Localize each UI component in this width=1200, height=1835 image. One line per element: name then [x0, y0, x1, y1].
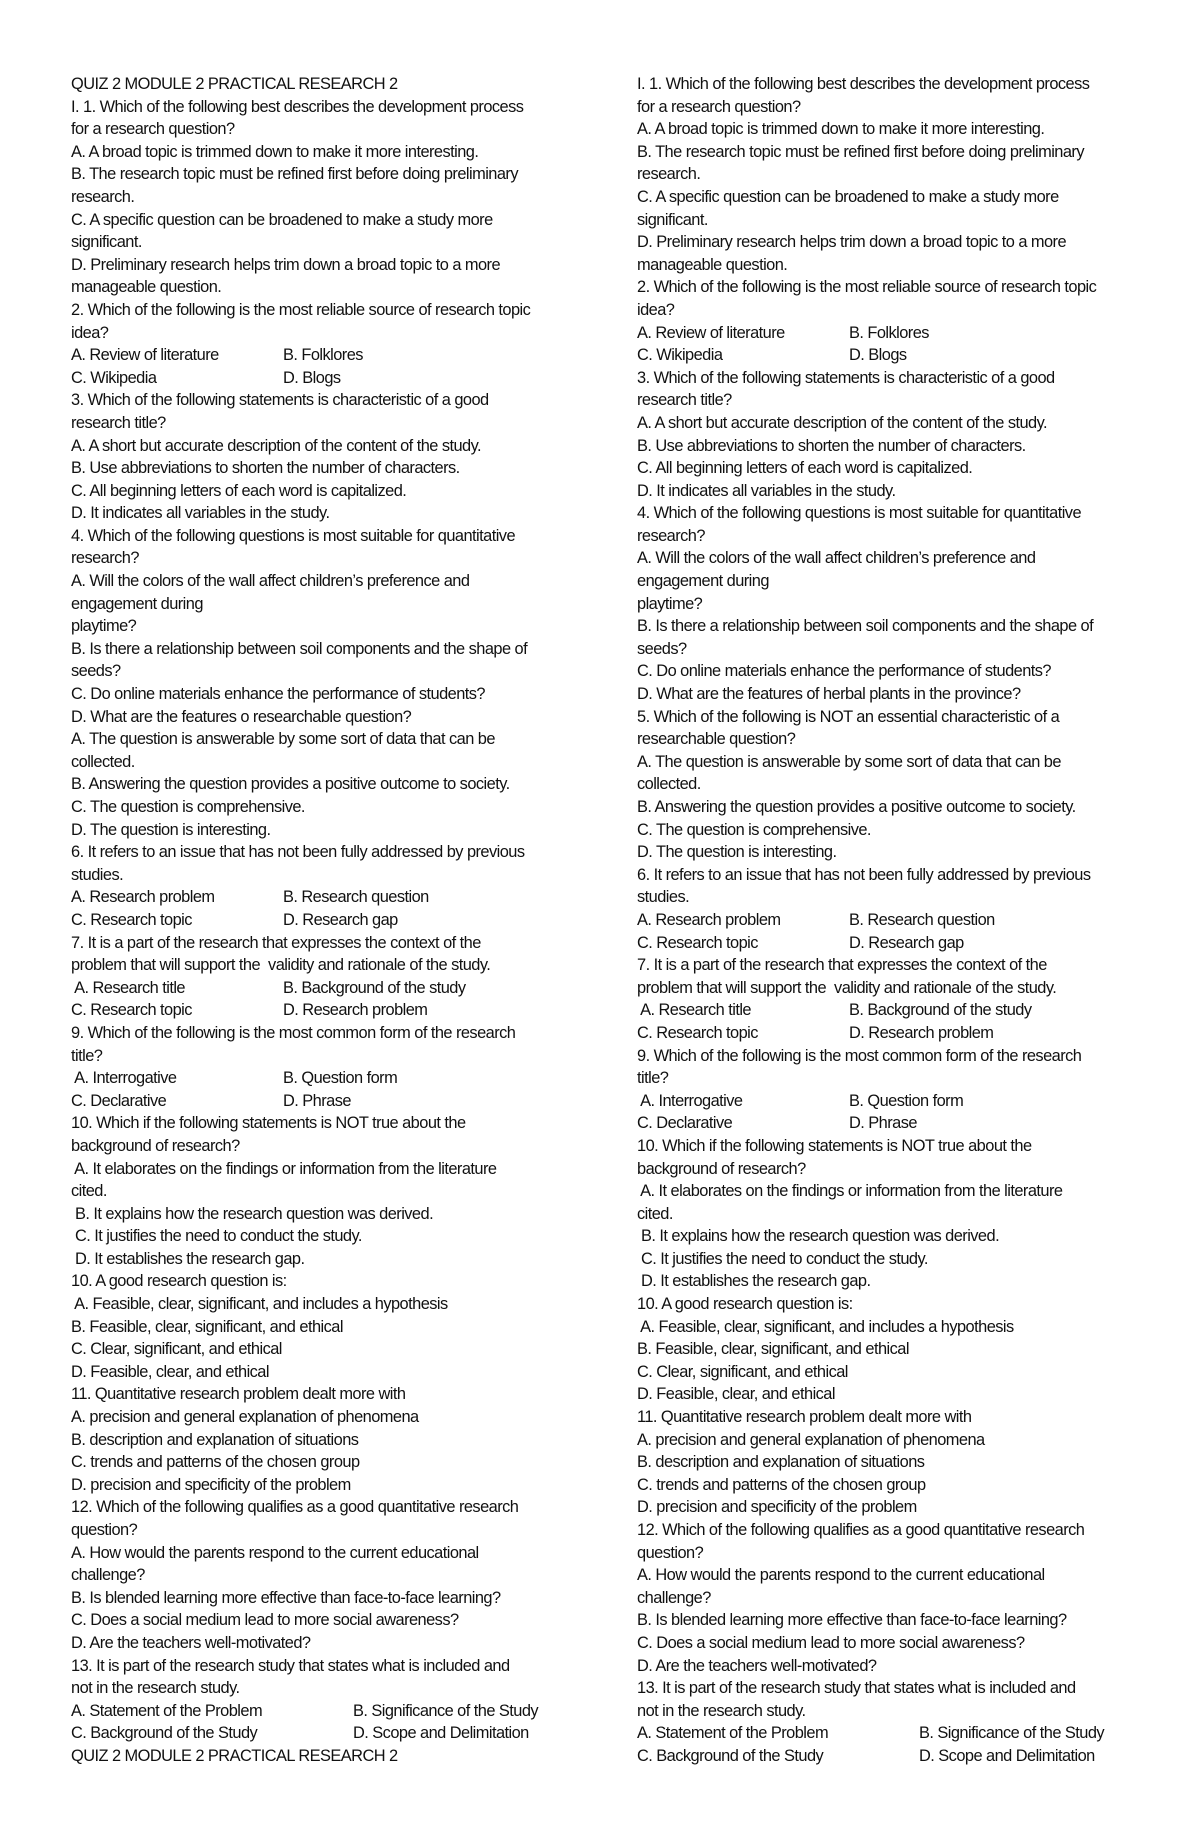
- text-line: D. Are the teachers well-motivated?: [71, 1633, 311, 1652]
- choice-option: C. Research topic: [71, 1001, 192, 1020]
- text-line: title?: [71, 1046, 103, 1065]
- text-line: B. The research topic must be refined first before doing preliminary: [71, 165, 518, 184]
- text-line: D. precision and specificity of the problem: [71, 1475, 351, 1494]
- text-line: background of research?: [637, 1159, 806, 1178]
- choice-option: A. Statement of the Problem: [637, 1724, 829, 1743]
- text-line: 10. A good research question is:: [637, 1295, 853, 1314]
- text-line: studies.: [71, 865, 124, 884]
- text-line: QUIZ 2 MODULE 2 PRACTICAL RESEARCH 2: [71, 1746, 398, 1765]
- choice-option: A. Interrogative: [637, 1091, 743, 1110]
- text-line: 5. Which of the following is NOT an essential characteristic of a: [637, 707, 1060, 726]
- text-line: 10. Which if the following statements is NOT true about the: [637, 1136, 1032, 1155]
- text-line: A. Will the colors of the wall affect children’s preference and: [637, 549, 1036, 568]
- text-line: D. Feasible, clear, and ethical: [71, 1362, 269, 1381]
- text-line: manageable question.: [637, 255, 788, 274]
- text-line: research?: [71, 549, 139, 568]
- text-line: 2. Which of the following is the most reliable source of research topic: [637, 278, 1097, 297]
- choice-pair-row: [637, 344, 1137, 367]
- choice-option: B. Background of the study: [849, 1001, 1032, 1020]
- text-line: 2. Which of the following is the most reliable source of research topic: [71, 300, 531, 319]
- choice-option: B. Folklores: [849, 323, 929, 342]
- choice-option: A. Research problem: [637, 910, 781, 929]
- choice-option: B. Folklores: [283, 346, 363, 365]
- right-quiz-column: [637, 73, 1137, 1768]
- text-line: 6. It refers to an issue that has not been fully addressed by previous: [71, 843, 525, 862]
- text-line: D. Are the teachers well-motivated?: [637, 1656, 877, 1675]
- choice-option: B. Background of the study: [283, 978, 466, 997]
- text-line: A. It elaborates on the findings or information from the literature: [637, 1182, 1063, 1201]
- text-line: 3. Which of the following statements is characteristic of a good: [71, 391, 489, 410]
- text-line: A. precision and general explanation of phenomena: [637, 1430, 985, 1449]
- choice-option: C. Background of the Study: [71, 1724, 258, 1743]
- choice-option: D. Phrase: [283, 1091, 351, 1110]
- text-line: D. It establishes the research gap.: [637, 1272, 871, 1291]
- text-line: idea?: [71, 323, 109, 342]
- text-line: D. What are the features of herbal plants in the province?: [637, 685, 1021, 704]
- text-line: C. Do online materials enhance the performance of students?: [71, 685, 485, 704]
- text-line: 7. It is a part of the research that expresses the context of the: [71, 933, 481, 952]
- text-line: studies.: [637, 888, 690, 907]
- choice-option: A. Research problem: [71, 888, 215, 907]
- choice-option: B. Significance of the Study: [353, 1701, 539, 1720]
- text-line: cited.: [71, 1182, 107, 1201]
- text-line: C. Clear, significant, and ethical: [71, 1340, 282, 1359]
- choice-option: C. Wikipedia: [71, 368, 157, 387]
- choice-pair-row: [637, 1112, 1137, 1135]
- text-line: 10. Which if the following statements is NOT true about the: [71, 1114, 466, 1133]
- text-line: engagement during: [637, 572, 769, 591]
- text-line: research title?: [71, 413, 166, 432]
- text-line: C. The question is comprehensive.: [637, 820, 871, 839]
- choice-pair-row: [637, 1722, 1137, 1745]
- text-line: background of research?: [71, 1136, 240, 1155]
- text-line: B. description and explanation of situations: [71, 1430, 359, 1449]
- text-line: B. Answering the question provides a positive outcome to society.: [71, 775, 510, 794]
- text-line: D. What are the features o researchable question?: [71, 707, 412, 726]
- choice-pair-row: [71, 999, 571, 1022]
- choice-option: A. Review of literature: [637, 323, 785, 342]
- text-line: D. It establishes the research gap.: [71, 1249, 305, 1268]
- choice-option: A. Statement of the Problem: [71, 1701, 263, 1720]
- text-line: challenge?: [71, 1566, 145, 1585]
- left-quiz-column: [71, 73, 571, 1768]
- text-line: significant.: [71, 233, 142, 252]
- choice-pair-row: [71, 886, 571, 909]
- text-line: 4. Which of the following questions is most suitable for quantitative: [637, 504, 1082, 523]
- choice-option: C. Research topic: [637, 1023, 758, 1042]
- text-line: collected.: [637, 775, 701, 794]
- text-line: research title?: [637, 391, 732, 410]
- choice-pair-row: [71, 909, 571, 932]
- text-line: C. It justifies the need to conduct the study.: [637, 1249, 928, 1268]
- text-line: D. Preliminary research helps trim down a broad topic to a more: [71, 255, 501, 274]
- text-line: A. A short but accurate description of the content of the study.: [637, 413, 1048, 432]
- choice-pair-row: [71, 1090, 571, 1113]
- choice-pair-row: [637, 1090, 1137, 1113]
- text-line: for a research question?: [637, 97, 801, 116]
- text-line: I. 1. Which of the following best describes the development process: [71, 97, 524, 116]
- choice-option: A. Research title: [71, 978, 185, 997]
- text-line: problem that will support the validity and rationale of the study.: [71, 956, 491, 975]
- choice-option: D. Blogs: [283, 368, 341, 387]
- text-line: 11. Quantitative research problem dealt more with: [637, 1408, 972, 1427]
- text-line: research?: [637, 526, 705, 545]
- text-line: B. Feasible, clear, significant, and ethical: [637, 1340, 909, 1359]
- text-line: A. Feasible, clear, significant, and includes a hypothesis: [637, 1317, 1014, 1336]
- text-line: researchable question?: [637, 730, 796, 749]
- text-line: B. Feasible, clear, significant, and ethical: [71, 1317, 343, 1336]
- text-line: A. A short but accurate description of the content of the study.: [71, 436, 482, 455]
- text-line: C. trends and patterns of the chosen group: [637, 1475, 926, 1494]
- text-line: B. Is blended learning more effective than face-to-face learning?: [637, 1611, 1067, 1630]
- choice-option: A. Research title: [637, 1001, 751, 1020]
- text-line: 9. Which of the following is the most common form of the research: [637, 1046, 1082, 1065]
- choice-option: D. Research problem: [849, 1023, 994, 1042]
- choice-option: B. Research question: [283, 888, 429, 907]
- text-line: A. Will the colors of the wall affect children’s preference and: [71, 572, 470, 591]
- choice-option: D. Blogs: [849, 346, 907, 365]
- text-line: C. Do online materials enhance the performance of students?: [637, 662, 1051, 681]
- text-line: D. The question is interesting.: [71, 820, 271, 839]
- choice-option: B. Research question: [849, 910, 995, 929]
- choice-option: D. Research problem: [283, 1001, 428, 1020]
- text-line: engagement during: [71, 594, 203, 613]
- text-line: 6. It refers to an issue that has not been fully addressed by previous: [637, 865, 1091, 884]
- choice-option: B. Question form: [849, 1091, 964, 1110]
- choice-option: B. Question form: [283, 1069, 398, 1088]
- text-line: A. A broad topic is trimmed down to make it more interesting.: [71, 142, 479, 161]
- choice-option: D. Research gap: [849, 933, 964, 952]
- text-line: C. It justifies the need to conduct the study.: [71, 1227, 362, 1246]
- text-line: C. Does a social medium lead to more social awareness?: [637, 1633, 1025, 1652]
- text-line: C. Clear, significant, and ethical: [637, 1362, 848, 1381]
- text-line: playtime?: [71, 617, 137, 636]
- choice-pair-row: [637, 909, 1137, 932]
- text-line: problem that will support the validity and rationale of the study.: [637, 978, 1057, 997]
- text-line: C. A specific question can be broadened to make a study more: [637, 187, 1059, 206]
- text-line: I. 1. Which of the following best describes the development process: [637, 75, 1090, 93]
- text-line: A. precision and general explanation of phenomena: [71, 1408, 419, 1427]
- text-line: B. description and explanation of situations: [637, 1453, 925, 1472]
- text-line: A. The question is answerable by some sort of data that can be: [71, 730, 495, 749]
- choice-pair-row: [637, 932, 1137, 955]
- text-line: A. A broad topic is trimmed down to make it more interesting.: [637, 120, 1045, 139]
- text-line: B. Use abbreviations to shorten the number of characters.: [71, 459, 460, 478]
- text-line: 3. Which of the following statements is characteristic of a good: [637, 368, 1055, 387]
- text-line: D. It indicates all variables in the study.: [71, 504, 330, 523]
- choice-option: B. Significance of the Study: [919, 1724, 1105, 1743]
- choice-option: C. Declarative: [637, 1114, 733, 1133]
- text-line: seeds?: [71, 662, 121, 681]
- text-line: C. All beginning letters of each word is capitalized.: [637, 459, 973, 478]
- choice-option: D. Research gap: [283, 910, 398, 929]
- text-line: title?: [637, 1069, 669, 1088]
- text-line: 11. Quantitative research problem dealt more with: [71, 1385, 406, 1404]
- text-line: seeds?: [637, 639, 687, 658]
- choice-pair-row: [71, 977, 571, 1000]
- choice-pair-row: [71, 1722, 571, 1745]
- text-line: C. Does a social medium lead to more social awareness?: [71, 1611, 459, 1630]
- text-line: significant.: [637, 210, 708, 229]
- text-line: B. Is blended learning more effective than face-to-face learning?: [71, 1588, 501, 1607]
- text-line: D. The question is interesting.: [637, 843, 837, 862]
- text-line: C. All beginning letters of each word is capitalized.: [71, 481, 407, 500]
- choice-pair-row: [71, 1067, 571, 1090]
- text-line: A. How would the parents respond to the current educational: [637, 1566, 1045, 1585]
- text-line: C. A specific question can be broadened to make a study more: [71, 210, 493, 229]
- text-line: 10. A good research question is:: [71, 1272, 287, 1291]
- choice-option: C. Declarative: [71, 1091, 167, 1110]
- text-line: not in the research study.: [71, 1679, 240, 1698]
- choice-option: D. Scope and Delimitation: [919, 1746, 1095, 1765]
- choice-option: C. Research topic: [637, 933, 758, 952]
- text-line: A. How would the parents respond to the current educational: [71, 1543, 479, 1562]
- text-line: B. The research topic must be refined first before doing preliminary: [637, 142, 1084, 161]
- text-line: for a research question?: [71, 120, 235, 139]
- choice-pair-row: [71, 1700, 571, 1723]
- text-line: A. The question is answerable by some sort of data that can be: [637, 752, 1061, 771]
- choice-option: A. Interrogative: [71, 1069, 177, 1088]
- text-line: B. Is there a relationship between soil components and the shape of: [71, 639, 528, 658]
- text-line: question?: [637, 1543, 704, 1562]
- text-line: B. Is there a relationship between soil components and the shape of: [637, 617, 1094, 636]
- text-line: 4. Which of the following questions is most suitable for quantitative: [71, 526, 516, 545]
- text-line: research.: [637, 165, 701, 184]
- text-line: D. Preliminary research helps trim down a broad topic to a more: [637, 233, 1067, 252]
- text-line: 13. It is part of the research study that states what is included and: [71, 1656, 510, 1675]
- text-line: not in the research study.: [637, 1701, 806, 1720]
- text-line: research.: [71, 187, 135, 206]
- text-line: 12. Which of the following qualifies as a good quantitative research: [71, 1498, 519, 1517]
- text-line: D. Feasible, clear, and ethical: [637, 1385, 835, 1404]
- text-line: manageable question.: [71, 278, 222, 297]
- choice-option: D. Scope and Delimitation: [353, 1724, 529, 1743]
- text-line: B. Use abbreviations to shorten the number of characters.: [637, 436, 1026, 455]
- choice-option: C. Research topic: [71, 910, 192, 929]
- text-line: D. precision and specificity of the problem: [637, 1498, 917, 1517]
- text-line: D. It indicates all variables in the study.: [637, 481, 896, 500]
- choice-option: C. Wikipedia: [637, 346, 723, 365]
- text-line: 13. It is part of the research study that states what is included and: [637, 1679, 1076, 1698]
- text-line: 9. Which of the following is the most common form of the research: [71, 1023, 516, 1042]
- choice-pair-row: [637, 322, 1137, 345]
- choice-pair-row: [71, 367, 571, 390]
- choice-pair-row: [637, 1022, 1137, 1045]
- text-line: QUIZ 2 MODULE 2 PRACTICAL RESEARCH 2: [71, 75, 398, 93]
- text-line: B. It explains how the research question was derived.: [637, 1227, 1000, 1246]
- text-line: idea?: [637, 300, 675, 319]
- text-line: B. It explains how the research question was derived.: [71, 1204, 434, 1223]
- text-line: 7. It is a part of the research that expresses the context of the: [637, 956, 1047, 975]
- text-line: playtime?: [637, 594, 703, 613]
- choice-option: C. Background of the Study: [637, 1746, 824, 1765]
- choice-pair-row: [637, 1745, 1137, 1768]
- text-line: B. Answering the question provides a positive outcome to society.: [637, 798, 1076, 816]
- text-line: A. It elaborates on the findings or information from the literature: [71, 1159, 497, 1178]
- choice-option: A. Review of literature: [71, 346, 219, 365]
- text-line: collected.: [71, 752, 135, 771]
- text-line: A. Feasible, clear, significant, and includes a hypothesis: [71, 1295, 448, 1314]
- choice-pair-row: [637, 999, 1137, 1022]
- text-line: C. trends and patterns of the chosen group: [71, 1453, 360, 1472]
- text-line: challenge?: [637, 1588, 711, 1607]
- text-line: question?: [71, 1521, 138, 1539]
- choice-option: D. Phrase: [849, 1114, 917, 1133]
- text-line: C. The question is comprehensive.: [71, 798, 305, 816]
- text-line: cited.: [637, 1204, 673, 1223]
- text-line: 12. Which of the following qualifies as a good quantitative research: [637, 1521, 1085, 1539]
- choice-pair-row: [71, 344, 571, 367]
